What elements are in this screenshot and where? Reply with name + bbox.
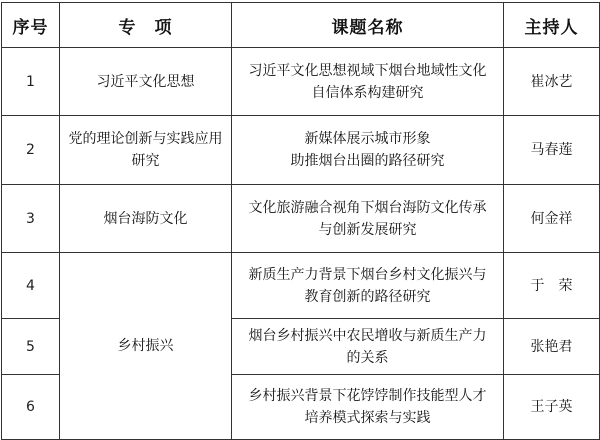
topic-line: 新媒体展示城市形象 xyxy=(304,131,431,147)
table-row xyxy=(2,116,600,185)
table-header-row xyxy=(2,3,600,48)
topic-line: 习近平文化思想视域下烟台地域性文化 xyxy=(248,62,487,79)
row-topic xyxy=(232,375,504,440)
special-line: 乡村振兴 xyxy=(117,338,174,354)
row-host: 马春莲 xyxy=(504,116,600,185)
row-topic xyxy=(232,185,504,253)
row-num: 3 xyxy=(2,185,60,253)
header-special: 专 项 xyxy=(60,3,232,48)
row-topic xyxy=(232,48,504,116)
topic-line: 文化旅游融合视角下烟台海防文化传承 xyxy=(248,199,487,216)
table-row xyxy=(2,253,600,319)
special-line: 党的理论创新与实践应用 xyxy=(68,131,223,147)
topic-line: 自信体系构建研究 xyxy=(311,84,424,101)
header-topic: 课题名称 xyxy=(232,3,504,48)
topic-line: 培养模式探索与实践 xyxy=(304,410,431,426)
topic-line: 新质生产力背景下烟台乡村文化振兴与 xyxy=(248,266,487,283)
topic-line: 教育创新的路径研究 xyxy=(304,288,431,305)
row-host: 于 荣 xyxy=(504,253,600,319)
topic-line: 的关系 xyxy=(346,349,389,366)
header-host: 主持人 xyxy=(504,3,600,48)
topic-line: 烟台乡村振兴中农民增收与新质生产力 xyxy=(248,327,487,344)
row-num: 2 xyxy=(2,116,60,185)
row-host: 何金祥 xyxy=(504,185,600,253)
row-special xyxy=(60,48,232,116)
topic-line: 助推烟台出圈的路径研究 xyxy=(290,153,445,169)
row-num: 5 xyxy=(2,319,60,375)
row-num: 4 xyxy=(2,253,60,319)
topic-line: 与创新发展研究 xyxy=(318,221,417,238)
row-special xyxy=(60,116,232,185)
row-host: 王子英 xyxy=(504,375,600,440)
topic-line: 乡村振兴背景下花饽饽制作技能型人才 xyxy=(248,388,487,404)
row-host: 崔冰艺 xyxy=(504,48,600,116)
row-special xyxy=(60,253,232,440)
row-topic xyxy=(232,319,504,375)
row-num: 6 xyxy=(2,375,60,440)
row-topic xyxy=(232,253,504,319)
special-line: 习近平文化思想 xyxy=(96,73,195,90)
row-host: 张艳君 xyxy=(504,319,600,375)
table-row xyxy=(2,185,600,253)
special-line: 烟台海防文化 xyxy=(103,210,188,227)
project-table xyxy=(1,2,600,440)
row-num: 1 xyxy=(2,48,60,116)
row-special xyxy=(60,185,232,253)
header-num: 序号 xyxy=(2,3,60,48)
row-topic xyxy=(232,116,504,185)
table-row xyxy=(2,48,600,116)
special-line: 研究 xyxy=(131,153,160,169)
